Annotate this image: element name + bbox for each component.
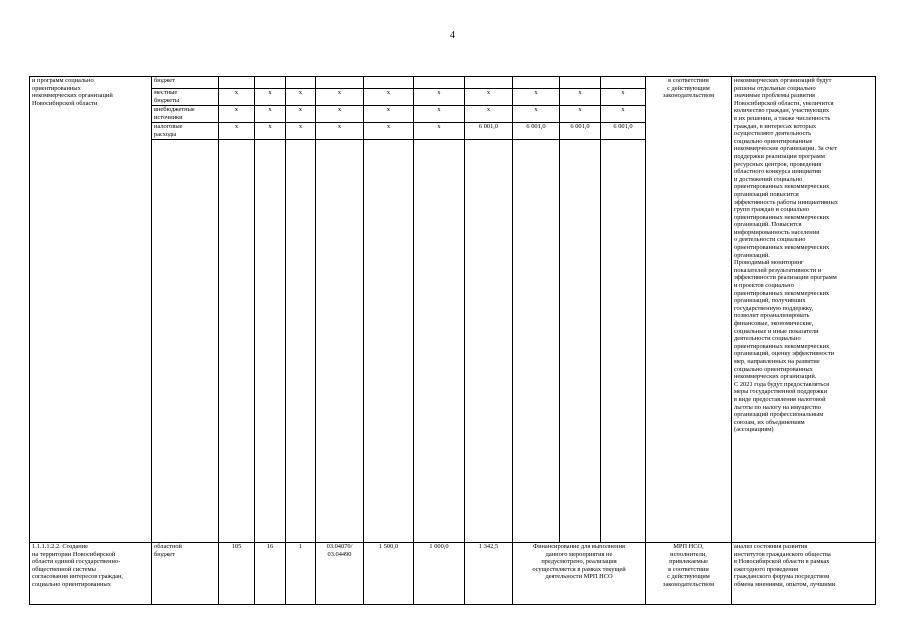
value-cell: x: [364, 123, 414, 140]
value-cell: x: [219, 106, 255, 123]
activity-name-cell: и программ социально ориентированных некоммерческих организаций Новосибирской области: [30, 77, 152, 543]
value-cell: x: [255, 89, 286, 106]
empty-cell: [255, 140, 286, 543]
activity-name-cell: 1.1.1.1.2.2. Создание на территории Новосибирской области единой государственно- общественной системы согласования интересов граждан, социально ориентированных: [30, 543, 152, 605]
value-cell: [316, 77, 364, 89]
value-cell: 1 342,5: [465, 543, 513, 605]
value-cell: 6 001,0: [560, 123, 601, 140]
value-cell: 105: [219, 543, 255, 605]
value-cell: x: [465, 106, 513, 123]
value-cell: [286, 77, 316, 89]
table-row: [30, 77, 876, 89]
financing-note-cell: Финансирование для выполнения данного мероприятия не предусмотрено, реализация осуществляется в рамках текущей деятельности МРП НСО: [513, 543, 646, 605]
expected-result-cell: анализ состояния развития институтов гражданского общества в Новосибирской области в рамках ежегодного проведения гражданского форума посредством обмена мнениями, опытом, лучшими: [732, 543, 876, 605]
value-cell: [364, 77, 414, 89]
empty-cell: [601, 140, 646, 543]
empty-cell: [414, 140, 465, 543]
value-cell: x: [316, 89, 364, 106]
value-cell: [601, 77, 646, 89]
value-cell: x: [414, 123, 465, 140]
empty-cell: [152, 140, 219, 543]
value-cell: x: [286, 123, 316, 140]
value-cell: x: [513, 89, 560, 106]
value-cell: x: [601, 106, 646, 123]
value-cell: [513, 77, 560, 89]
value-cell: 1: [286, 543, 316, 605]
value-cell: x: [601, 89, 646, 106]
value-cell: 1 500,0: [364, 543, 414, 605]
funding-source-cell: областной бюджет: [152, 543, 219, 605]
funding-source-cell: местные бюджеты: [152, 89, 219, 106]
empty-cell: [219, 140, 255, 543]
value-cell: 6 001,0: [601, 123, 646, 140]
funding-source-cell: бюджет: [152, 77, 219, 89]
empty-cell: [560, 140, 601, 543]
value-cell: x: [286, 106, 316, 123]
value-cell: x: [286, 89, 316, 106]
value-cell: [465, 77, 513, 89]
empty-cell: [316, 140, 364, 543]
value-cell: x: [316, 106, 364, 123]
value-cell: x: [219, 123, 255, 140]
funding-source-cell: налоговые расходы: [152, 123, 219, 140]
value-cell: 6 001,0: [513, 123, 560, 140]
value-cell: [560, 77, 601, 89]
program-table: [29, 76, 876, 605]
value-cell: x: [560, 106, 601, 123]
value-cell: x: [364, 89, 414, 106]
value-cell: x: [316, 123, 364, 140]
executor-cell: в соответствии с действующим законодательством: [646, 77, 732, 543]
page-number: 4: [450, 30, 455, 41]
empty-cell: [513, 140, 560, 543]
value-cell: 6 001,0: [465, 123, 513, 140]
value-cell: 1 000,0: [414, 543, 465, 605]
table-row: [30, 543, 876, 605]
value-cell: x: [255, 106, 286, 123]
expected-result-cell: некоммерческих организаций будут решены отдельные социально значимые проблемы развития Новосибирской области, увеличится количество граждан, участвующих в их решении, а также численность граждан, в интересах которых осуществляют деятельность социально ориентированные некоммерческие организации. За счет поддержки реализации программ ресурсных центров, проведения областного конкурса инициатив и достижений социально ориентированных некоммерческих организаций повысится эффективность работы инициативных групп граждан и социально ориентированных некоммерческих организаций. Повысится информированность населения о деятельности социально ориентированных некоммерческих организаций. Проводимый мониторинг показателей результативности и эффективности реализации программ и проектов социально ориентированных некоммерческих организаций, получивших государственную поддержку, позволит проанализировать финансовые, экономические, социальные и иные показатели деятельности социально ориентированных некоммерческих организаций, оценку эффективности мер, направленных на развитие социально ориентированных некоммерческих организаций. С 2021 года будут предоставляться меры государственной поддержки в виде предоставления налоговой льготы по налогу на имущество организаций профессиональным союзам, их объединениям (ассоциациям): [732, 77, 876, 543]
value-cell: x: [513, 106, 560, 123]
empty-cell: [465, 140, 513, 543]
empty-cell: [364, 140, 414, 543]
value-cell: 16: [255, 543, 286, 605]
empty-cell: [286, 140, 316, 543]
value-cell: x: [465, 89, 513, 106]
funding-source-cell: внебюджетные источники: [152, 106, 219, 123]
value-cell: x: [560, 89, 601, 106]
value-cell: x: [414, 106, 465, 123]
value-cell: x: [364, 106, 414, 123]
value-cell: x: [255, 123, 286, 140]
value-cell: [414, 77, 465, 89]
value-cell: 03.04070/ 03.04490: [316, 543, 364, 605]
value-cell: x: [414, 89, 465, 106]
value-cell: [219, 77, 255, 89]
value-cell: [255, 77, 286, 89]
executor-cell: МРП НСО, исполнители, привлекаемые в соответствии с действующим законодательством: [646, 543, 732, 605]
value-cell: x: [219, 89, 255, 106]
